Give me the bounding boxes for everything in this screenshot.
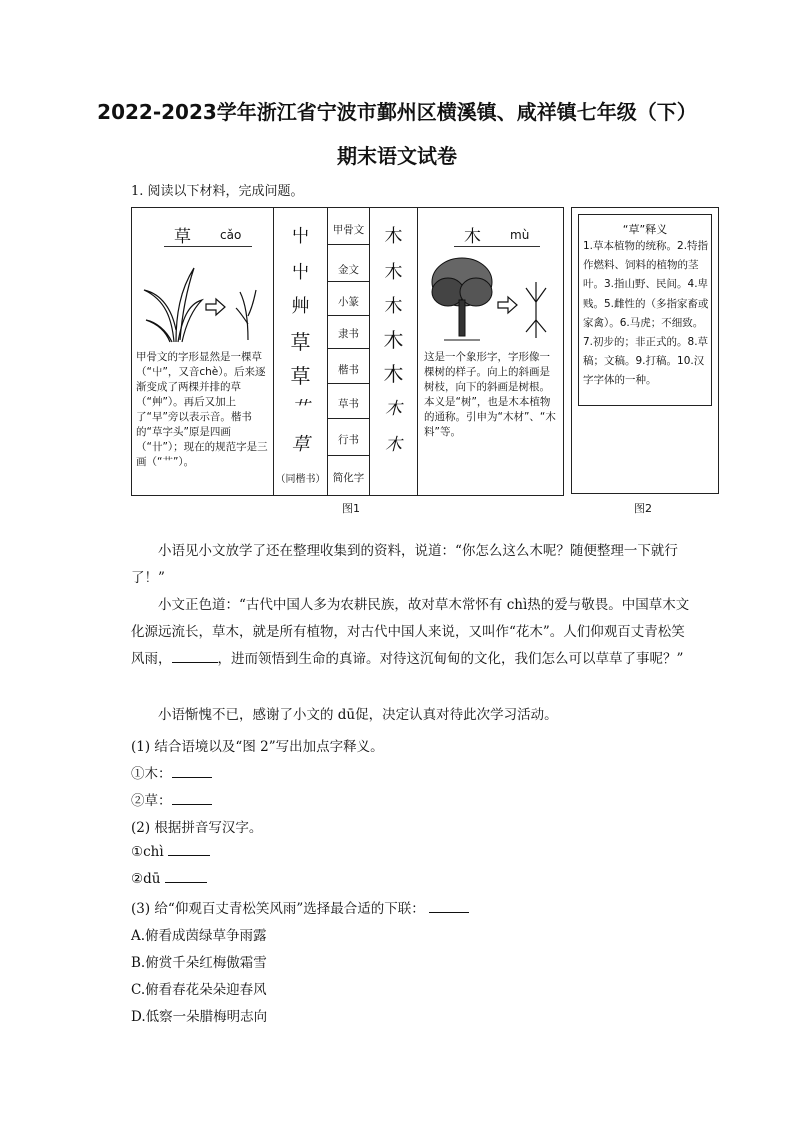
figure2-box [571, 207, 719, 494]
figure2-definitions [578, 214, 712, 406]
passage-paragraph-1: 小语见小文放学了还在整理收集到的资料，说道：“你怎么这么木呢？随便整理一下就行了！” [131, 543, 678, 586]
label-xingshu: 行书 [338, 434, 359, 446]
cao-script-kaishu: 草 [290, 364, 311, 388]
mu-script-jinwen: 木 [384, 262, 403, 283]
sub-question-2b: ②dū [131, 870, 207, 887]
answer-blank-q3[interactable] [429, 900, 469, 913]
figure2-text: 1.草本植物的统称。2.特指作燃料、饲料的植物的茎叶。3.指山野、民间。4.卑贱。5.雌性的（多指家畜或家禽）。6.马虎；不细致。7.初步的；非正式的。8.草稿；文稿。9.打稿。10.汉字字体的一种。 [583, 240, 709, 387]
option-a[interactable]: A.俯看成茵绿草争雨露 [131, 928, 267, 944]
cao-script-lishu: 草 [290, 330, 311, 354]
mu-script-xiaozhuan: 木 [384, 296, 403, 317]
mu-description: 这是一个象形字，字形像一棵树的样子。向上的斜画是树枝，向下的斜画是树根。本义是“树”，也是木本植物的通称。引申为“木材”、“木料”等。 [424, 351, 556, 438]
paper-title-line1: 2022-2023学年浙江省宁波市鄞州区横溪镇、咸祥镇七年级（下） [97, 100, 697, 124]
label-jianhuazi: 简化字 [332, 472, 365, 484]
mu-script-jiagu: 木 [384, 226, 403, 247]
sub-question-2a: ①chì [131, 843, 210, 860]
label-jiaguwen: 甲骨文 [332, 224, 365, 236]
option-d[interactable]: D.低察一朵腊梅明志向 [131, 1009, 268, 1025]
figure1-caption: 图1 [342, 502, 360, 515]
mu-panel [418, 208, 563, 495]
figure2-caption: 图2 [634, 502, 652, 515]
mu-script-xingshu: 木 [385, 435, 402, 455]
sub-question-3: (3) 给“仰观百丈青松笑风雨”选择最合适的下联： [131, 897, 469, 917]
cao-script-jinwen: 屮 [291, 262, 310, 283]
label-xiaozhuan: 小篆 [338, 296, 359, 308]
cao-description: 甲骨文的字形显然是一棵草（“屮”，又音chè）。后来逐渐变成了两棵并排的草（“艸”）。再后又加上了“早”旁以表示音。楷书的“草字头”原是四画（“卄”）；现在的规范字是三画（“艹”）。 [136, 351, 268, 468]
sub-question-1a: ①木： [131, 762, 212, 782]
passage-paragraph-2 [131, 592, 697, 673]
label-kaishu: 楷书 [338, 364, 359, 376]
answer-blank-du[interactable] [165, 870, 207, 883]
script-labels-column [328, 208, 370, 495]
option-b[interactable]: B.俯赏千朵红梅傲霜雪 [131, 955, 267, 971]
label-caoshu: 草书 [338, 398, 359, 410]
tree-illustration-icon [424, 252, 558, 348]
mu-char: 木 [464, 227, 481, 247]
mu-pinyin: mù [510, 228, 530, 242]
cao-script-caoshu: 艹 [291, 398, 310, 419]
cao-script-simplified-note: （同楷书） [275, 474, 326, 485]
cao-script-jiagu: 屮 [291, 226, 310, 247]
passage-blank[interactable] [172, 650, 218, 663]
sub-question-1b: ②草： [131, 789, 212, 809]
grass-illustration-icon [136, 260, 270, 346]
sub-question-1: (1) 结合语境以及“图 2”写出加点字释义。 [131, 739, 384, 755]
option-c[interactable]: C.俯看春花朵朵迎春风 [131, 982, 267, 998]
mu-script-lishu: 木 [383, 328, 404, 352]
cao-script-xiaozhuan: 艸 [291, 296, 310, 317]
mu-scripts-column [370, 208, 418, 495]
passage-paragraph-2-part1: 小文正色道：“古代中国人多为农耕民族，故对草木常怀有 chì热的爱与敬畏。中国草木文化源远流长，草木，就是所有植物，对古代中国人来说，又叫作“花木”。人们仰观百丈青松笑风雨， [131, 597, 690, 667]
paper-title-line2: 期末语文试卷 [337, 144, 457, 168]
answer-blank-chi[interactable] [168, 843, 210, 856]
cao-char: 草 [174, 227, 191, 247]
cao-panel [132, 208, 274, 495]
cao-pinyin: cǎo [220, 228, 242, 242]
figure2-title: “草”释义 [622, 223, 668, 236]
passage-paragraph-2-part2: ，进而领悟到生命的真谛。对待这沉甸甸的文化，我们怎么可以草草了事呢？” [217, 651, 684, 667]
cao-scripts-column [274, 208, 328, 495]
answer-blank-mu[interactable] [172, 765, 212, 778]
figure1-table [131, 207, 564, 496]
mu-script-kaishu: 木 [383, 362, 404, 386]
question1-intro: 1. 阅读以下材料，完成问题。 [131, 184, 304, 199]
mu-script-caoshu: 木 [385, 399, 402, 419]
label-jinwen: 金文 [338, 264, 359, 276]
answer-blank-cao[interactable] [172, 792, 212, 805]
sub-question-2: (2) 根据拼音写汉字。 [131, 820, 263, 836]
passage-paragraph-3: 小语惭愧不已，感谢了小文的 dū促，决定认真对待此次学习活动。 [158, 707, 558, 723]
label-lishu: 隶书 [338, 328, 359, 340]
cao-script-xingshu: 草 [291, 434, 310, 455]
